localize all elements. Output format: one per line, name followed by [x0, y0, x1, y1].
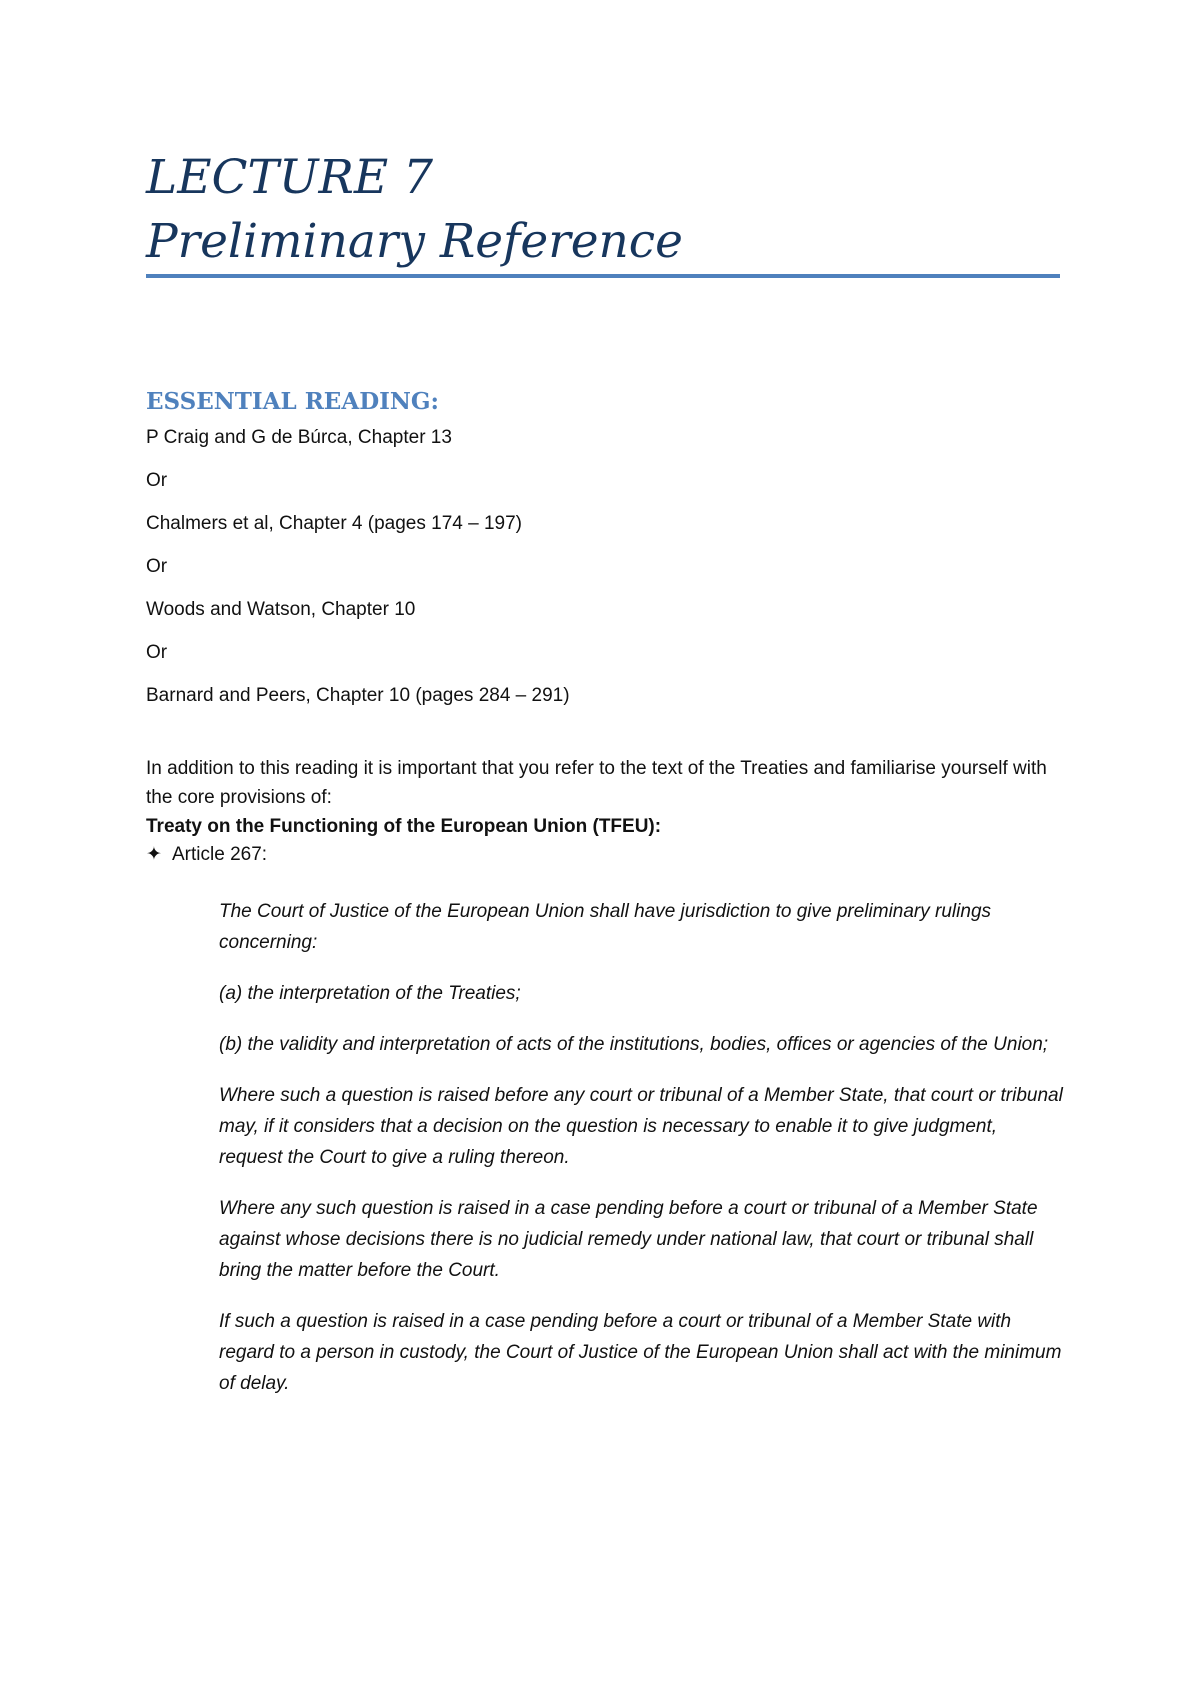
reading-item: Chalmers et al, Chapter 4 (pages 174 – 197): [146, 513, 522, 534]
essential-reading-heading: ESSENTIAL READING:: [146, 388, 440, 415]
quote-paragraph: Where such a question is raised before any court or tribunal of a Member State, that court or tribunal may, if it considers that a decision on the question is necessary to enable it to give judgment, request the Court to give a ruling thereon.: [219, 1085, 1063, 1168]
intro-paragraph: In addition to this reading it is important that you refer to the text of the Treaties and familiarise yourself with the core provisions of:: [146, 758, 1047, 808]
quote-paragraph: (b) the validity and interpretation of acts of the institutions, bodies, offices or agencies of the Union;: [219, 1034, 1049, 1055]
reading-item: Woods and Watson, Chapter 10: [146, 599, 416, 620]
reading-separator: Or: [146, 470, 168, 491]
reading-list: [146, 425, 1046, 726]
star-bullet-icon: ✦: [146, 844, 162, 865]
treaty-title: Treaty on the Functioning of the European Union (TFEU):: [146, 816, 662, 837]
reading-separator: Or: [146, 642, 168, 663]
title-lecture-number: LECTURE 7: [146, 150, 433, 205]
article-heading: [146, 840, 267, 869]
quote-paragraph: Where any such question is raised in a case pending before a court or tribunal of a Member State against whose decisions there is no judicial remedy under national law, that court or tribunal shall bring the matter before the Court.: [219, 1198, 1038, 1281]
reading-separator: Or: [146, 556, 168, 577]
title-underline-rule: [146, 274, 1060, 278]
quote-paragraph: (a) the interpretation of the Treaties;: [219, 983, 521, 1004]
article-label: Article 267:: [172, 844, 268, 865]
reading-item: P Craig and G de Búrca, Chapter 13: [146, 427, 452, 448]
title-topic: Preliminary Reference: [146, 214, 683, 269]
document-title: [146, 146, 1060, 274]
reading-item: Barnard and Peers, Chapter 10 (pages 284 – 291): [146, 685, 570, 706]
quote-paragraph: If such a question is raised in a case pending before a court or tribunal of a Member State with regard to a person in custody, the Court of Justice of the European Union shall act with the minimum of delay.: [219, 1311, 1062, 1394]
quote-paragraph: The Court of Justice of the European Union shall have jurisdiction to give preliminary rulings concerning:: [219, 901, 992, 953]
article-text-quote: [219, 896, 1065, 1419]
